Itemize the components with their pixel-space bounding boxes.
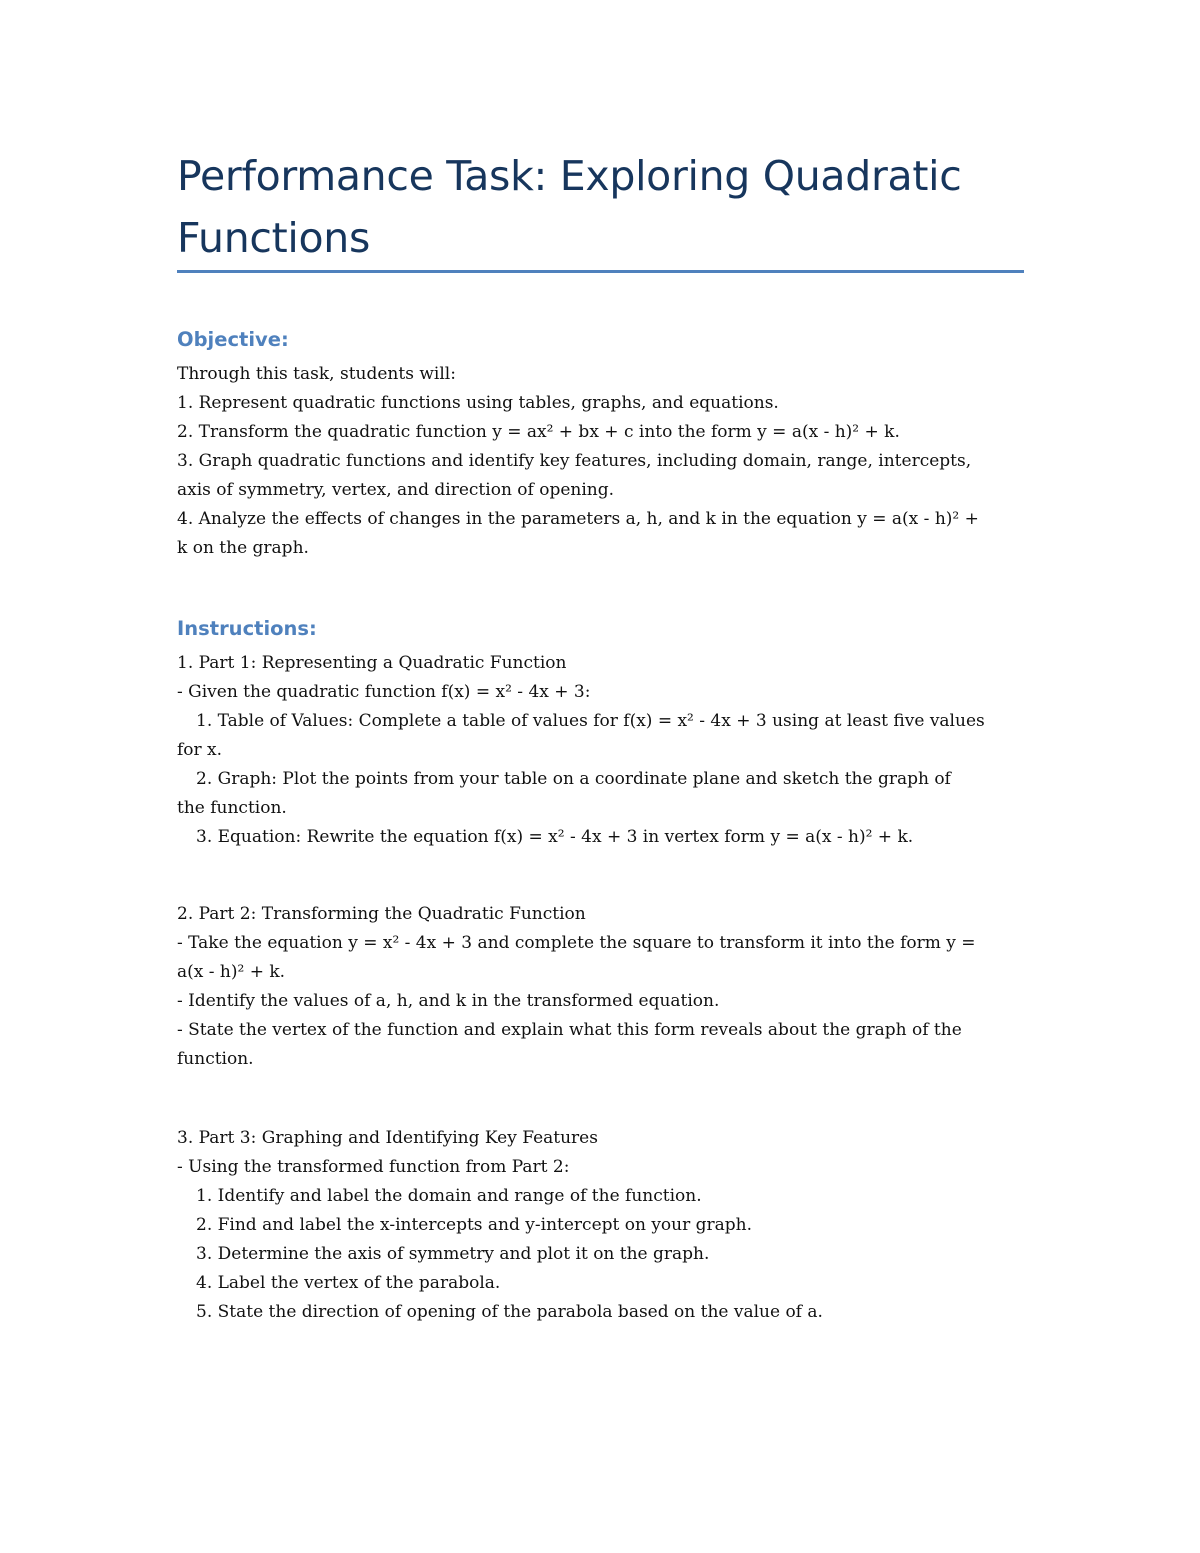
- title-divider: [177, 270, 1024, 273]
- instruction-line: - State the vertex of the function and explain what this form reveals about the graph of the: [177, 1020, 962, 1040]
- instruction-line: 4. Label the vertex of the parabola.: [196, 1273, 501, 1293]
- instruction-line: 3. Determine the axis of symmetry and plot it on the graph.: [196, 1244, 710, 1264]
- objective-heading: Objective:: [177, 328, 289, 351]
- document-page: [177, 0, 1024, 1553]
- instruction-line: 2. Graph: Plot the points from your table on a coordinate plane and sketch the graph of: [196, 769, 951, 789]
- instruction-line: - Take the equation y = x² - 4x + 3 and complete the square to transform it into the form y =: [177, 933, 976, 953]
- instruction-line: 1. Table of Values: Complete a table of values for f(x) = x² - 4x + 3 using at least five values: [196, 711, 985, 731]
- document-title: [177, 145, 1024, 269]
- objective-line: axis of symmetry, vertex, and direction of opening.: [177, 480, 615, 500]
- instruction-line: 3. Equation: Rewrite the equation f(x) = x² - 4x + 3 in vertex form y = a(x - h)² + k.: [196, 827, 914, 847]
- title-line-2: Functions: [177, 214, 371, 262]
- objective-line: 2. Transform the quadratic function y = ax² + bx + c into the form y = a(x - h)² + k.: [177, 422, 900, 442]
- part-2-title: 2. Part 2: Transforming the Quadratic Function: [177, 904, 586, 924]
- instruction-line: - Identify the values of a, h, and k in the transformed equation.: [177, 991, 720, 1011]
- instruction-line: - Using the transformed function from Part 2:: [177, 1157, 570, 1177]
- instructions-part-2: [177, 900, 1024, 1074]
- objective-line: 3. Graph quadratic functions and identify key features, including domain, range, intercepts,: [177, 451, 972, 471]
- instruction-line: 2. Find and label the x-intercepts and y-intercept on your graph.: [196, 1215, 753, 1235]
- instruction-line: a(x - h)² + k.: [177, 962, 286, 982]
- part-3-title: 3. Part 3: Graphing and Identifying Key Features: [177, 1128, 598, 1148]
- instructions-part-3: [177, 1124, 1024, 1327]
- instruction-line: - Given the quadratic function f(x) = x² - 4x + 3:: [177, 682, 591, 702]
- objective-body: [177, 360, 1024, 563]
- instructions-heading: Instructions:: [177, 617, 317, 640]
- objective-line: 1. Represent quadratic functions using tables, graphs, and equations.: [177, 393, 779, 413]
- instruction-line: 5. State the direction of opening of the parabola based on the value of a.: [196, 1302, 823, 1322]
- instruction-line: for x.: [177, 740, 223, 760]
- part-1-title: 1. Part 1: Representing a Quadratic Function: [177, 653, 567, 673]
- objective-line: 4. Analyze the effects of changes in the parameters a, h, and k in the equation y = a(x - h)² +: [177, 509, 979, 529]
- instruction-line: function.: [177, 1049, 254, 1069]
- title-line-1: Performance Task: Exploring Quadratic: [177, 152, 962, 200]
- instruction-line: the function.: [177, 798, 287, 818]
- objective-line: k on the graph.: [177, 538, 309, 558]
- objective-line: Through this task, students will:: [177, 364, 456, 384]
- instructions-part-1: [177, 649, 1024, 852]
- instruction-line: 1. Identify and label the domain and range of the function.: [196, 1186, 702, 1206]
